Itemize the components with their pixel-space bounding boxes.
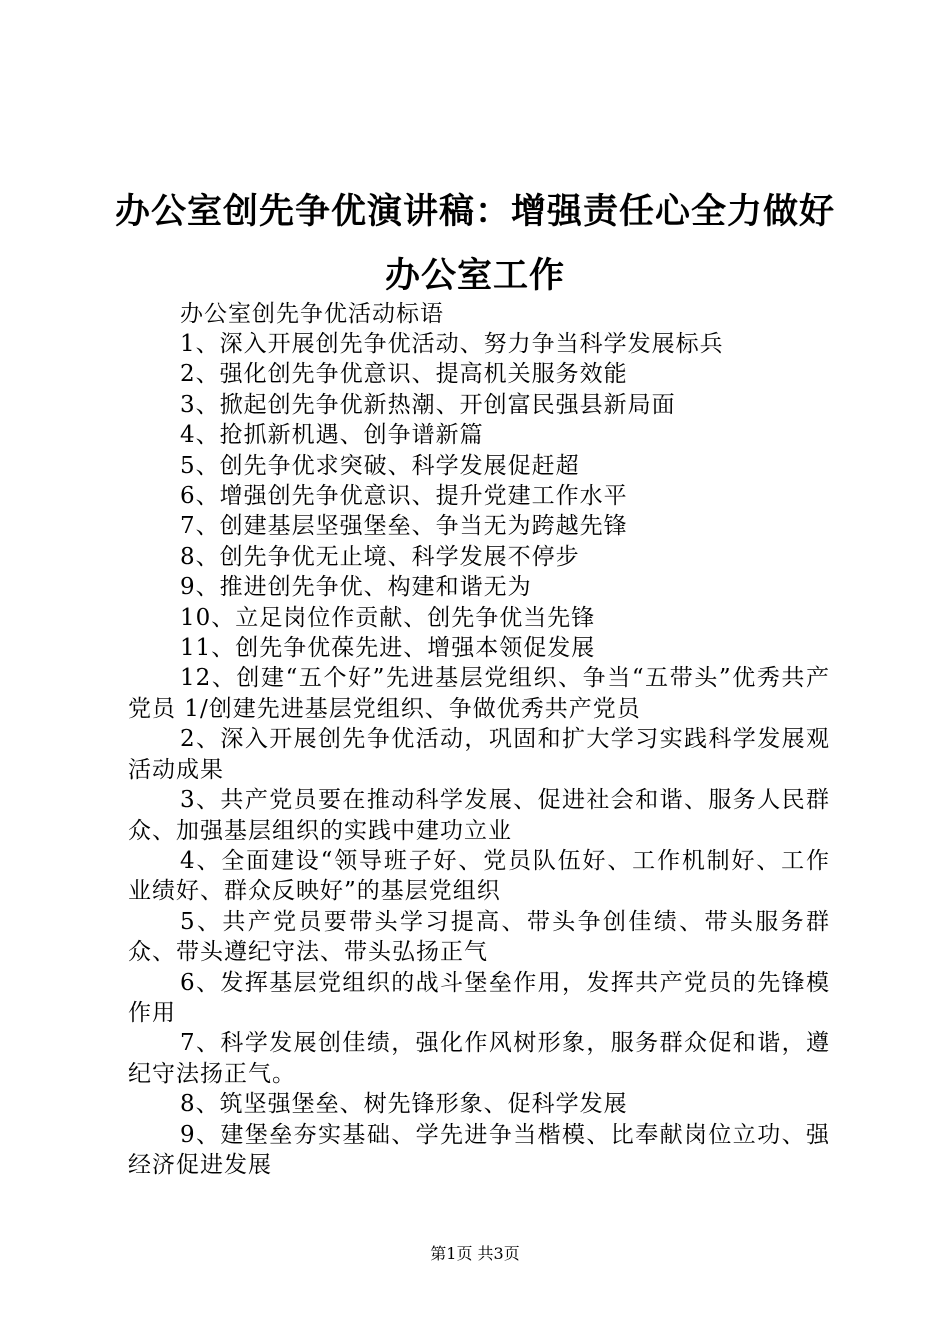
slogan-item: 11、创先争优葆先进、增强本领促发展: [180, 635, 596, 662]
slogan-item: 8、创先争优无止境、科学发展不停步: [180, 543, 580, 570]
paragraph: 8、筑坚强堡垒、树先锋形象、促科学发展: [180, 1091, 628, 1118]
document-title: 办公室创先争优演讲稿：增强责任心全力做好办公室工作: [114, 191, 835, 296]
slogan-item: 7、创建基层坚强堡垒、争当无为跨越先锋: [180, 513, 628, 540]
paragraph: 2、深入开展创先争优活动，巩固和扩大学习实践科学发展观活动成果: [128, 726, 830, 783]
paragraph: 5、共产党员要带头学习提高、带头争创佳绩、带头服务群众、带头遵纪守法、带头弘扬正气: [128, 908, 830, 966]
paragraph: 9、建堡垒夯实基础、学先进争当楷模、比奉献岗位立功、强经济促进发展: [128, 1121, 830, 1178]
paragraph: 3、共产党员要在推动科学发展、促进社会和谐、服务人民群众、加强基层组织的实践中建功立业: [128, 787, 830, 844]
slogan-item: 2、强化创先争优意识、提高机关服务效能: [180, 361, 628, 388]
paragraph: 4、全面建设“领导班子好、党员队伍好、工作机制好、工作业绩好、群众反映好”的基层党组织: [128, 847, 830, 905]
slogan-item: 3、掀起创先争优新热潮、开创富民强县新局面: [180, 391, 676, 418]
page-number: 第1页 共3页: [430, 1244, 520, 1263]
paragraph: 12、创建“五个好”先进基层党组织、争当“五带头”优秀共产党员 1/创建先进基层党组织、争做优秀共产党员: [128, 665, 830, 722]
slogan-item: 9、推进创先争优、构建和谐无为: [180, 574, 532, 601]
slogan-item: 1、深入开展创先争优活动、努力争当科学发展标兵: [180, 331, 724, 357]
slogan-item: 5、创先争优求突破、科学发展促赶超: [180, 452, 580, 479]
slogan-item: 10、立足岗位作贡献、创先争优当先锋: [180, 604, 596, 631]
document-body: [128, 329, 830, 1180]
section-heading: 办公室创先争优活动标语: [180, 301, 444, 327]
slogan-item: 4、抢抓新机遇、创争谱新篇: [180, 422, 484, 449]
slogan-item: 6、增强创先争优意识、提升党建工作水平: [180, 483, 628, 510]
paragraph: 7、科学发展创佳绩，强化作风树形象，服务群众促和谐，遵纪守法扬正气。: [128, 1030, 830, 1087]
paragraph: 6、发挥基层党组织的战斗堡垒作用，发挥共产党员的先锋模作用: [128, 969, 830, 1026]
